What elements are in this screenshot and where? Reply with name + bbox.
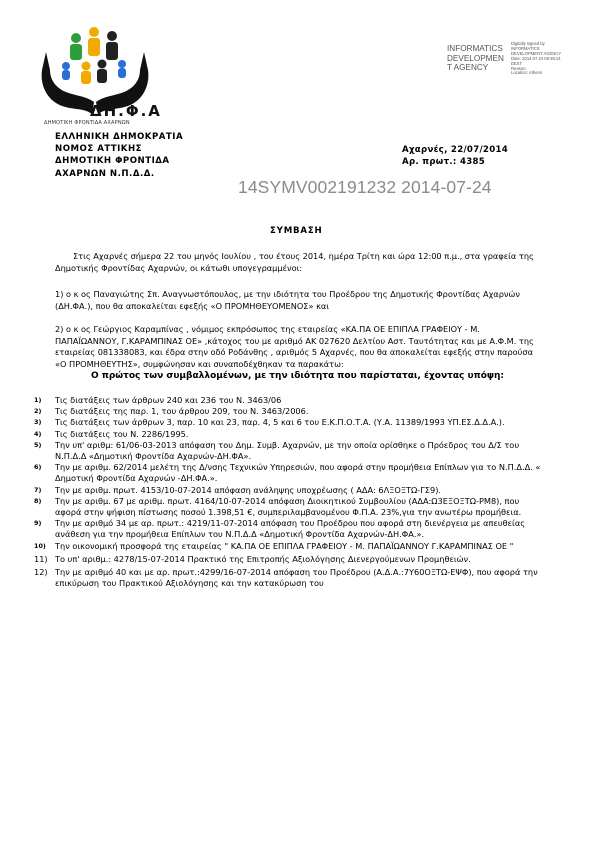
list-item: 12) Την με αριθμό 40 και με αρ. πρωτ.:4299/16-07-2014 απόφαση του Προέδρου (Α.Δ.Α.:7Υ60ΟΞΤΩ-ΕΨΦ), που αφορά την επικύρωση του Πρακτικού Αξιολόγησης και την κατακύρωση του	[34, 567, 538, 589]
party-one-paragraph: 1) ο κ ος Παναγιώτης Σπ. Αναγνωστόπουλος, με την ιδιότητα του Προέδρου της Δημοτικής Φροντίδας Αχαρνών (ΔΗ.ΦΑ.), που θα αποκαλείται εφεξής «Ο ΠΡΟΜΗΘΕΥΟΜΕΝΟΣ» και	[55, 289, 520, 311]
document-code: 14SYMV002191232 2014-07-24	[238, 177, 492, 197]
list-item: 8) Την με αριθμ. 67 με αριθμ. πρωτ. 4164/10-07-2014 απόφαση Διοικητικού Συμβουλίου (ΑΔΑ:Ω3ΕΞΟΞΤΩ-ΡΜ8), που αφορά στην ψήφιση πίστωσης ποσού 1.398,51 €, συμπεριλαμβανομένου Φ.Π.Α. 23%,για την ανωτέρω προμήθεια.	[34, 495, 522, 518]
intro-paragraph: Στις Αχαρνές σήμερα 22 του μηνός Ιουλίου , του έτους 2014, ημέρα Τρίτη και ώρα 12:00 π.μ., στα γραφεία της Δημοτικής Φροντίδας Αχαρνών, οι κάτωθι υπογεγραμμένοι:	[55, 251, 534, 273]
signature-org: INFORMATICS DEVELOPMEN T AGENCY	[447, 44, 504, 73]
list-item: 5) Την υπ' αριθμ: 61/06-03-2013 απόφαση του Δημ. Συμβ. Αχαρνών, με την οποία ορίσθηκε ο Πρόεδρος του Δ/Σ του Ν.Π.Δ.Δ «Δημοτική Φροντίδα Αχαρνών-ΔΗ.ΦΑ».	[34, 439, 520, 462]
list-item: 3) Τις διατάξεις των άρθρων 3, παρ. 10 και 23, παρ. 4, 5 και 6 του Ε.Κ.Π.Ο.Τ.Α. (Υ.Α. 11389/1993 ΥΠ.ΕΣ.Δ.Δ.Α.).	[34, 417, 505, 428]
list-item: 2) Τις διατάξεις της παρ. 1, του άρθρου 209, του Ν. 3463/2006.	[34, 406, 309, 417]
header-line: ΔΗΜΟΤΙΚΗ ΦΡΟΝΤΙΔΑ	[55, 156, 170, 167]
list-item: 1) Τις διατάξεις των άρθρων 240 και 236 του Ν. 3463/06	[34, 395, 282, 405]
header-line: ΝΟΜΟΣ ΑΤΤΙΚΗΣ	[55, 144, 143, 155]
signature-details: Digitally signed by INFORMATICS DEVELOPMENT AGENCY Date: 2014.07.24 08:39:14 EEST Reason: Location: Athens	[511, 41, 562, 76]
header-line: ΑΧΑΡΝΩΝ Ν.Π.Δ.Δ.	[55, 168, 155, 179]
authority-header	[55, 131, 183, 180]
header-line: ΕΛΛΗΝΙΚΗ ΔΗΜΟΚΡΑΤΙΑ	[55, 132, 184, 142]
date-protocol	[402, 144, 508, 168]
document-title: ΣΥΜΒΑΣΗ	[270, 226, 323, 236]
list-item: 7) Την με αριθμ. πρωτ. 4153/10-07-2014 απόφαση ανάληψης υποχρέωσης ( ΑΔΑ: 6ΛΞΟΞΤΩ-ΓΣ9).	[34, 484, 441, 495]
list-item: 6) Την με αριθμ. 62/2014 μελέτη της Δ/νσης Τεχνικών Υπηρεσιών, που αφορά στην προμήθεια Επίπλων για το Ν.Π.Δ.Δ. « Δημοτική Φροντίδα Αχαρνών -ΔΗ.ΦΑ.».	[34, 462, 541, 484]
list-item: 4) Τις διατάξεις του Ν. 2286/1995.	[34, 428, 189, 439]
list-item: 11) Το υπ' αριθμ.: 4278/15-07-2014 Πρακτικό της Επιτροπής Αξιολόγησης Διενεργούμενων Προμηθειών.	[34, 553, 471, 564]
protocol-line: Αρ. πρωτ.: 4385	[402, 157, 486, 168]
list-item: 9) Την με αριθμό 34 με αρ. πρωτ.: 4219/11-07-2014 απόφαση του Προέδρου που αφορά στη διενέργεια με απευθείας ανάθεση για την προμήθεια Επίπλων του Ν.Π.Δ.Δ «Δημοτική Φροντίδα Αχαρνών-ΔΗ.ΦΑ.».	[34, 518, 526, 540]
logo-name: ΔΗ.Φ.Α	[90, 102, 162, 120]
considerations-list	[34, 395, 544, 589]
date-line: Αχαρνές, 22/07/2014	[402, 145, 509, 155]
logo-subtitle: ΔΗΜΟΤΙΚΗ ΦΡΟΝΤΙΔΑ ΑΧΑΡΝΩΝ	[44, 120, 130, 126]
list-item: 10) Την οικονομική προσφορά της εταιρείας " ΚΑ.ΠΑ ΟΕ ΕΠΙΠΛΑ ΓΡΑΦΕΙΟΥ - Μ. ΠΑΠΑΪΩΑΝΝΟΥ Γ.ΚΑΡΑΜΠΙΝΑΣ ΟΕ "	[34, 540, 514, 551]
party-two-paragraph: 2) ο κ ος Γεώργιος Καραμπίνας , νόμιμος εκπρόσωπος της εταιρείας «ΚΑ.ΠΑ ΟΕ ΕΠΙΠΛΑ ΓΡΑΦΕΙΟΥ - Μ. ΠΑΠΑΪΩΑΝΝΟΥ, Γ.ΚΑΡΑΜΠΙΝΑΣ ΟΕ» ,κάτοχος του με αριθμό ΑΚ 027620 Δελτίου Αστ. Ταυτότητας και με Α.Φ.Μ. της εταιρείας 081338083, και έδρα στην οδό Ροδάνθης , αριθμός 5 Αχαρνές, που θα αποκαλείται εφεξής στην παρούσα «Ο ΠΡΟΜΗΘΕΥΤΗΣ», συμφώνησαν και συναποδέχθηκαν τα παρακάτω:	[55, 324, 534, 369]
section-heading: Ο πρώτος των συμβαλλομένων, με την ιδιότητα που παρίσταται, έχοντας υπόψη:	[90, 371, 505, 381]
